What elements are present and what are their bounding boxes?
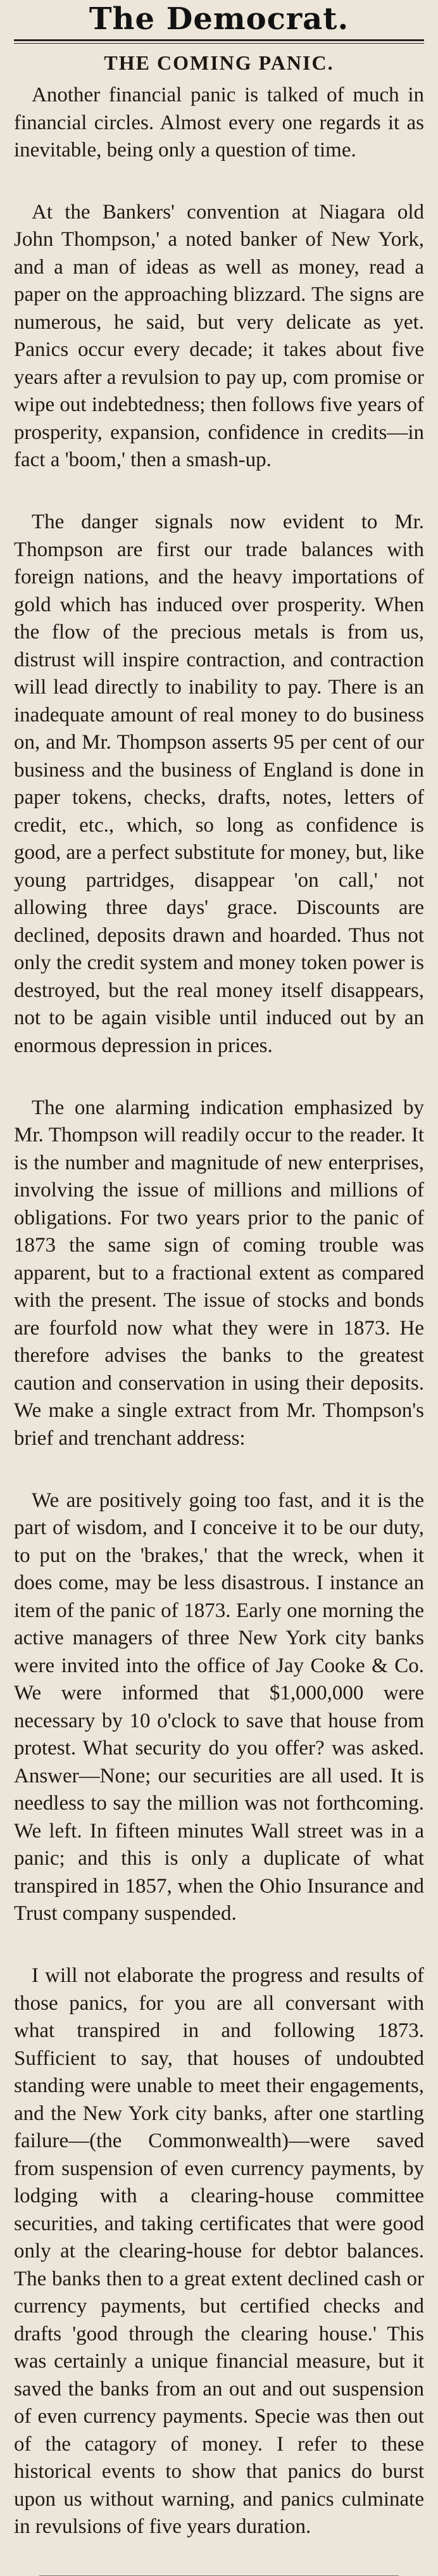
- masthead: The Democrat.: [89, 1, 349, 37]
- article-paragraph: The danger signals now evident to Mr. Thompson are first our trade balances with foreign nations, and the heavy importations of gold which has induced over prosperity. When the flow of the precious metals is from us, distrust will inspire contraction, and contraction will lead directly to inability to pay. There is an inadequate amount of real money to do business on, and Mr. Thompson asserts 95 per cent of our business and the business of England is done in paper tokens, checks, drafts, notes, letters of credit, etc., which, so long as confidence is good, are a perfect substitute for money, but, like young partridges, disappear 'on call,' not allowing three days' grace. Discounts are declined, deposits drawn and hoarded. Thus not only the credit system and money token power is destroyed, but the real money itself disappears, not to be again visible until induced out by an enormous depression in prices.: [14, 511, 424, 1057]
- article-paragraph: The one alarming indication emphasized by Mr. Thompson will readily occur to the reader. It is the number and magnitude of new enterprises, involving the issue of millions and millions of obligations. For two years prior to the panic of 1873 the same sign of coming trouble was apparent, but to a fractional extent as compared with the present. The issue of stocks and bonds are fourfold now what they were in 1873. He therefore advises the banks to the greatest caution and conservation in using their deposits. We make a single extract from Mr. Thompson's brief and trenchant address:: [14, 1096, 424, 1450]
- masthead-rule: [14, 39, 424, 44]
- article-paragraph: Another financial panic is talked of much in financial circles. Almost every one regards it as inevitable, being only a question of time.: [14, 84, 424, 162]
- article-paragraph: At the Bankers' convention at Niagara old John Thompson,' a noted banker of New York, and a man of ideas as well as money, read a paper on the approaching blizzard. The signs are numerous, he said, but very delicate as yet. Panics occur every decade; it takes about five years after a revulsion to pay up, com promise or wipe out indebtedness; then follows five years of prosperity, expansion, confidence in credits—in fact a 'boom,' then a smash-up.: [14, 200, 424, 472]
- article-paragraph: We are positively going too fast, and it is the part of wisdom, and I conceive it to be our duty, to put on the 'brakes,' that the wreck, when it does come, may be less disastrous. I instance an item of the panic of 1873. Early one morning the active managers of three New York city banks were invited into the office of Jay Cooke & Co. We were informed that $1,000,000 were necessary by 10 o'clock to save that house from protest. What security do you offer? was asked. Answer—None; our securities are all used. It is needless to say the million was not forthcoming. We left. In fifteen minutes Wall street was in a panic; and this is only a duplicate of what transpired in 1857, when the Ohio Insurance and Trust company suspended.: [14, 1488, 424, 1926]
- article-paragraph: I will not elaborate the progress and results of those panics, for you are all conversant with what transpired in and following 1873. Sufficient to say, that houses of undoubted standing were unable to meet their engagements, and the New York city banks, after one startling failure—(the Commonwealth)—were saved from suspension of even currency payments, by lodging with a clearing-house committee securities, and taking certificates that were good only at the clearing-house for debtor balances. The banks then to a great extent declined cash or currency payments, but certified checks and drafts 'good through the clearing house.' This was certainly a unique financial measure, but it saved the banks from an out and out suspension of even currency payments. Specie was then out of the catagory of money. I refer to these historical events to show that panics do burst upon us without warning, and panics culminate in revulsions of five years duration.: [14, 1964, 424, 2539]
- article-body: [14, 82, 424, 2576]
- article-headline: THE COMING PANIC.: [104, 51, 334, 74]
